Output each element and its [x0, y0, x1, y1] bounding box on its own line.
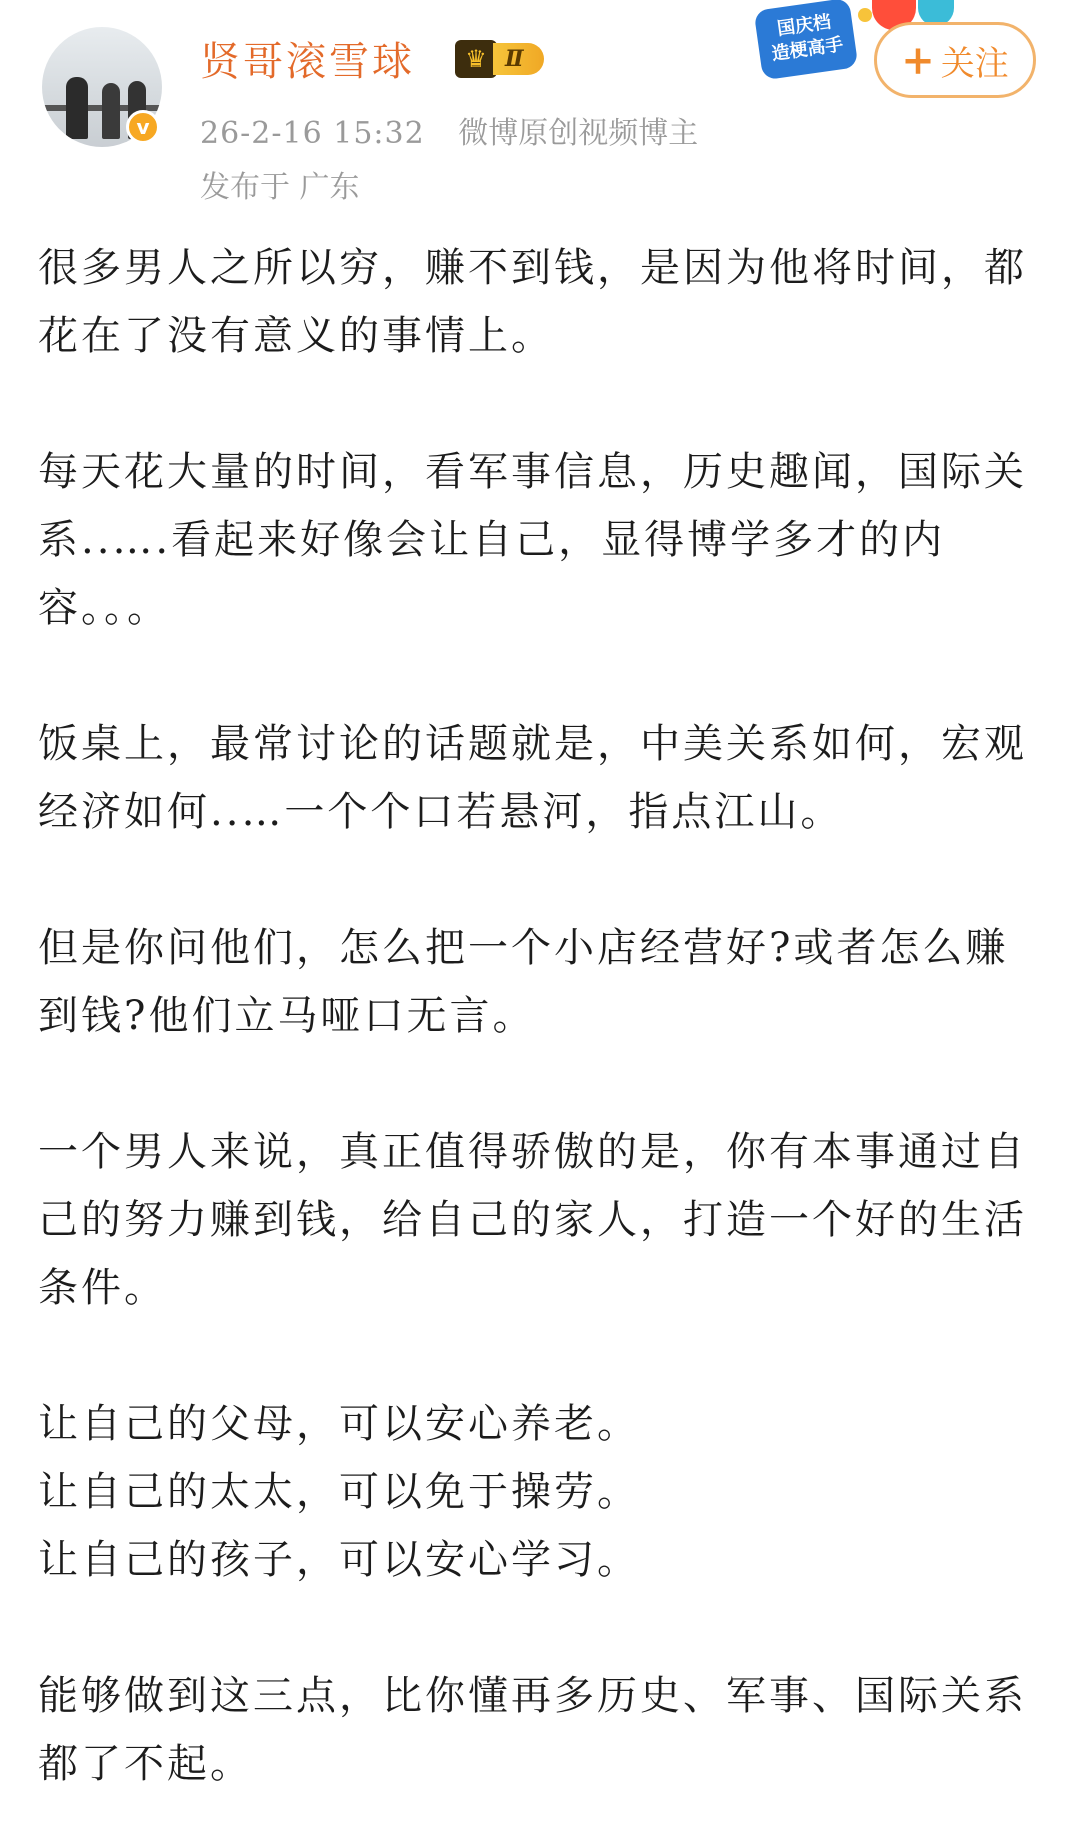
post-paragraph: 让自己的父母，可以安心养老。 让自己的太太，可以免于操劳。 让自己的孩子，可以安心学习。: [38, 1401, 640, 1583]
avatar-figure: [102, 83, 120, 139]
level-badge[interactable]: [455, 38, 544, 80]
post-meta: [200, 108, 698, 152]
decoration-shape: [858, 8, 872, 22]
avatar-figure: [66, 77, 88, 139]
username[interactable]: 贤哥滚雪球: [200, 39, 415, 85]
level-label: Ⅱ: [493, 43, 544, 75]
post-body: [38, 234, 1048, 1798]
post-paragraph: 饭桌上，最常讨论的话题就是，中美关系如何，宏观经济如何..…一个个口若悬河，指点江山。: [38, 721, 1027, 835]
plus-icon: +: [901, 36, 935, 84]
post-paragraph: 每天花大量的时间，看军事信息，历史趣闻，国际关系..….看起来好像会让自己，显得博学多才的内容。。。: [38, 449, 1027, 631]
post-source: 微博原创视频博主: [458, 116, 699, 151]
post-paragraph: 能够做到这三点，比你懂再多历史、军事、国际关系都了不起。: [38, 1673, 1027, 1787]
post-paragraph: 但是你问他们，怎么把一个小店经营好?或者怎么赚到钱?他们立马哑口无言。: [38, 925, 1009, 1039]
crown-icon: ♛: [455, 40, 497, 78]
follow-button[interactable]: [874, 22, 1036, 98]
verified-icon: v: [126, 110, 160, 144]
post-location: 发布于 广东: [200, 170, 360, 205]
post-paragraph: 很多男人之所以穷，赚不到钱，是因为他将时间，都花在了没有意义的事情上。: [38, 245, 1027, 359]
follow-label: 关注: [940, 43, 1009, 84]
post-paragraph: 一个男人来说，真正值得骄傲的是，你有本事通过自己的努力赚到钱，给自己的家人，打造一个好的生活条件。: [38, 1129, 1027, 1311]
event-badge[interactable]: 国庆档 造梗高手: [754, 0, 859, 80]
post-timestamp: 26-2-16 15:32: [200, 116, 425, 151]
post-header: [0, 0, 1080, 205]
